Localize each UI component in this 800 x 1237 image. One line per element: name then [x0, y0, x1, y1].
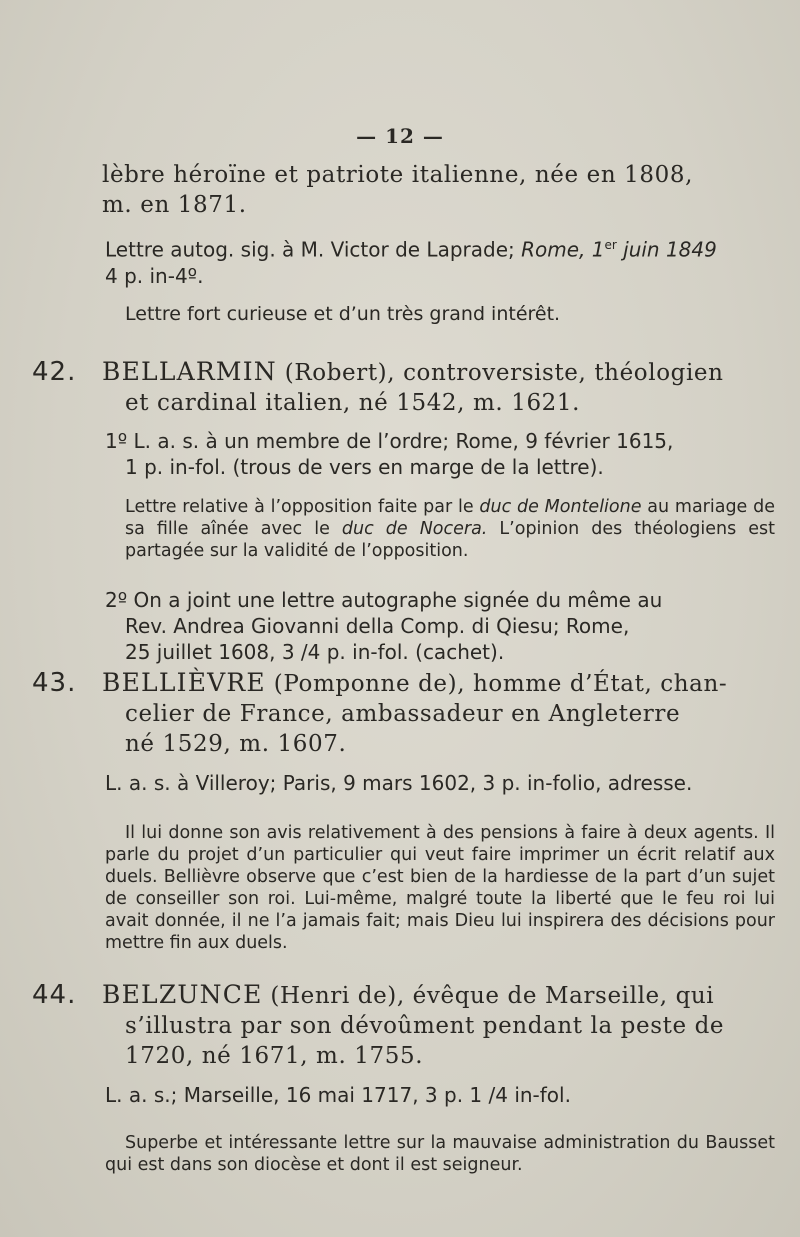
- intro-reference-line-2: 4 p. in-4º.: [105, 263, 204, 288]
- entry-42-item-2: 2º On a joint une lettre autographe signée du même au Rev. Andrea Giovanni della Comp. di Qiesu; Rome, 25 juillet 1608, 3 /4 p. in-fol. (cachet).: [105, 588, 663, 664]
- page-number: — 12 —: [356, 124, 444, 148]
- entry-43-number: 43.: [32, 668, 77, 698]
- entry-44-number: 44.: [32, 980, 77, 1010]
- entry-44-reference: L. a. s.; Marseille, 16 mai 1717, 3 p. 1 /4 in-fol.: [105, 1083, 571, 1107]
- entry-42-number: 42.: [32, 357, 77, 387]
- intro-reference-line-1: Lettre autog. sig. à M. Victor de Laprade; Rome, 1er juin 1849: [105, 237, 717, 262]
- intro-line-2: m. en 1871.: [102, 192, 247, 218]
- entry-42-name: BELLARMIN: [102, 357, 277, 386]
- entry-43-name: BELLIÈVRE: [102, 668, 266, 697]
- intro-line-1: lèbre héroïne et patriote italienne, née en 1808,: [102, 162, 693, 188]
- entry-43-reference: L. a. s. à Villeroy; Paris, 9 mars 1602, 3 p. in-folio, adresse.: [105, 771, 693, 795]
- intro-text: [102, 160, 774, 220]
- intro-description: Lettre fort curieuse et d’un très grand intérêt.: [125, 303, 561, 325]
- intro-reference: [105, 232, 775, 289]
- entry-43-description: Il lui donne son avis relativement à des pensions à faire à deux agents. Il parle du projet d’un particulier qui veut faire imprimer un écrit relatif aux duels. Bellièvre observe que c’est bien de la hardiesse de la part d’un sujet de conseiller son roi. Lui-même, malgré toute la liberté que le feu roi lui avait donnée, il ne l’a jamais fait; mais Dieu lui inspirera des décisions pour mettre fin aux duels.: [105, 823, 775, 953]
- entry-44-heading: BELZUNCE (Henri de), évêque de Marseille, qui s’illustra par son dévoûment pendant la peste de 1720, né 1671, m. 1755.: [102, 980, 725, 1069]
- entry-44-description: Superbe et intéressante lettre sur la mauvaise administration du Bausset qui est dans son diocèse et dont il est seigneur.: [105, 1133, 775, 1175]
- entry-42-heading: BELLARMIN (Robert), controversiste, théologien et cardinal italien, né 1542, m. 1621.: [102, 357, 724, 416]
- entry-42-item-1: 1º L. a. s. à un membre de l’ordre; Rome, 9 février 1615, 1 p. in-fol. (trous de vers en marge de la lettre).: [105, 429, 674, 479]
- entry-44-name: BELZUNCE: [102, 980, 263, 1009]
- entry-42-description: Lettre relative à l’opposition faite par le duc de Montelione au mariage de sa fille aînée avec le duc de Nocera. L’opinion des théologiens est partagée sur la validité de l’opposition.: [125, 497, 775, 561]
- entry-43-heading: BELLIÈVRE (Pomponne de), homme d’État, chan- celier de France, ambassadeur en Angleterre né 1529, m. 1607.: [102, 668, 728, 757]
